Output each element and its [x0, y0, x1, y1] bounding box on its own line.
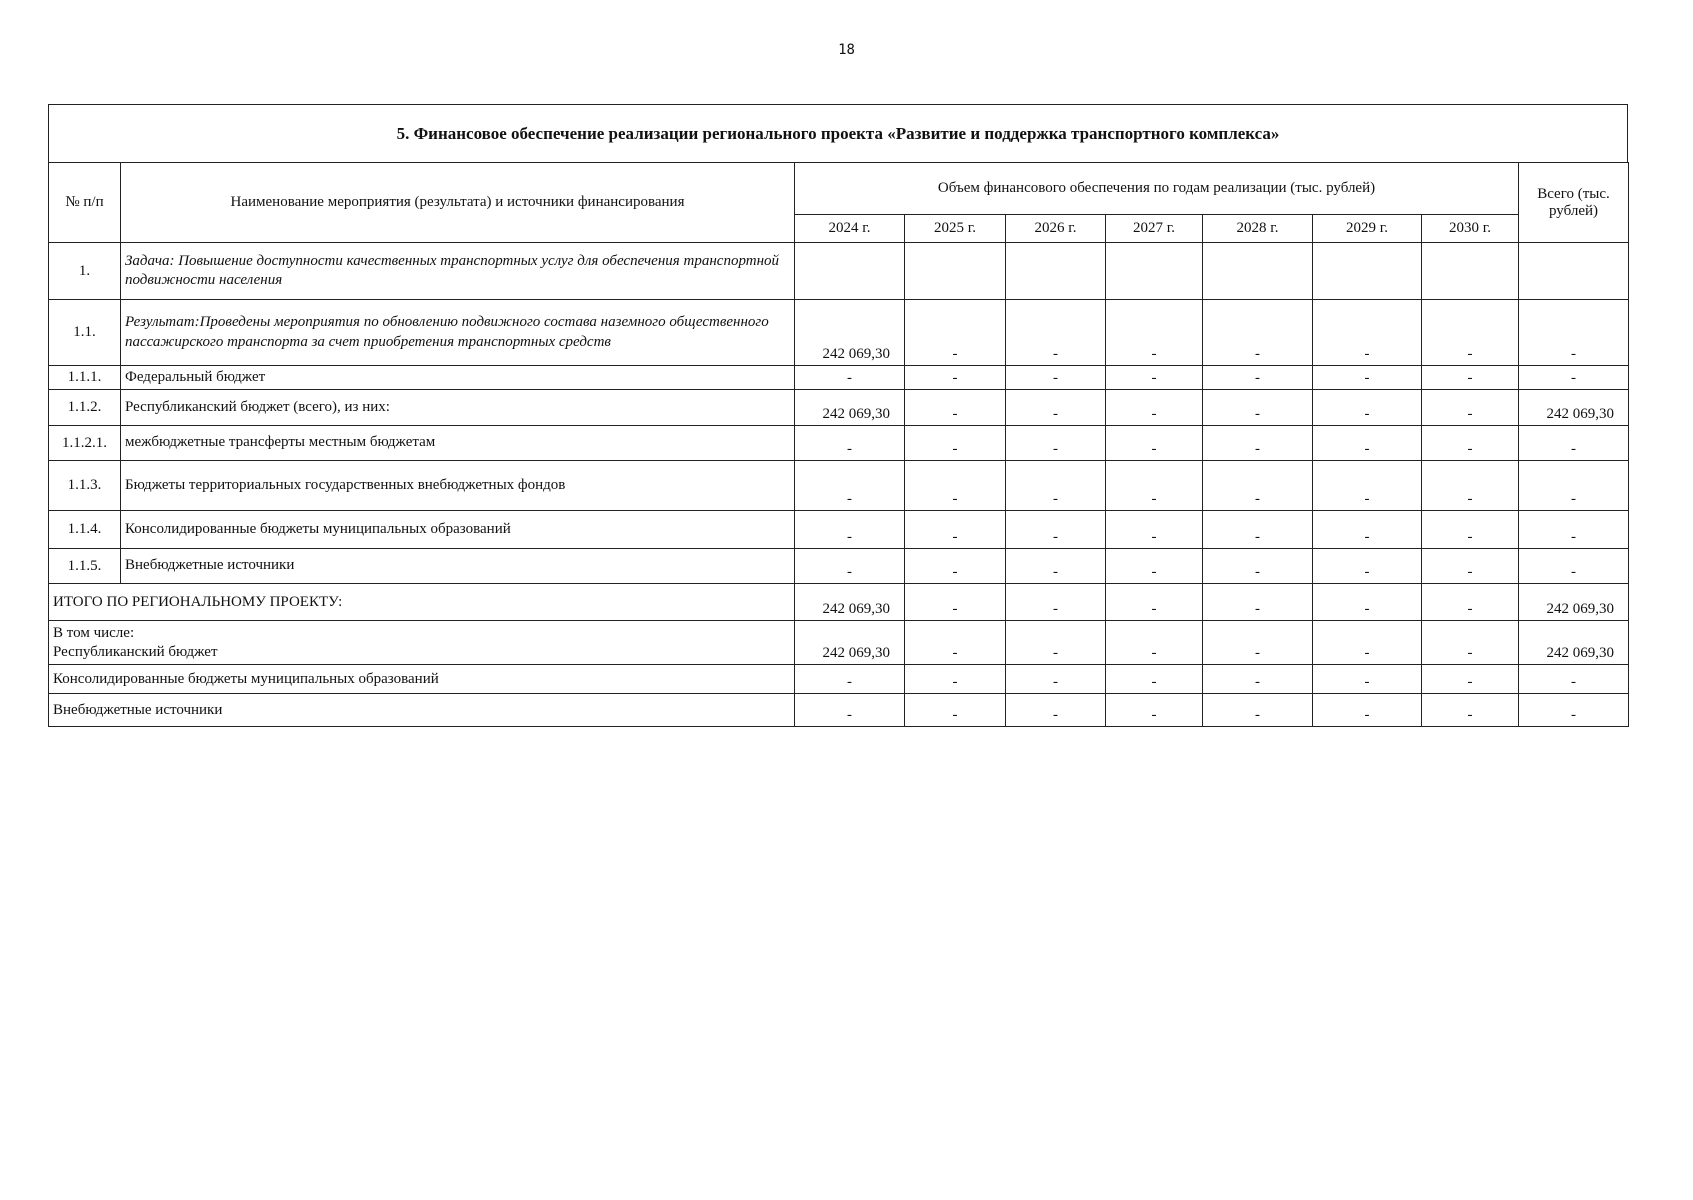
value-cell: -	[1313, 665, 1422, 694]
header-year: 2024 г.	[795, 215, 905, 243]
value-cell: -	[795, 549, 905, 584]
row-name: Федеральный бюджет	[121, 366, 795, 390]
value-cell: -	[795, 426, 905, 461]
row-name: Республиканский бюджет (всего), из них:	[121, 390, 795, 426]
value-cell: -	[1203, 621, 1313, 665]
value-cell: -	[905, 549, 1006, 584]
value-cell: -	[1203, 584, 1313, 621]
row-name: Бюджеты территориальных государственных внебюджетных фондов	[121, 461, 795, 511]
value-cell: -	[1313, 511, 1422, 549]
value-cell	[905, 243, 1006, 300]
value-cell: -	[1203, 461, 1313, 511]
row-number: 1.1.1.	[49, 366, 121, 390]
value-cell: -	[795, 511, 905, 549]
header-year: 2029 г.	[1313, 215, 1422, 243]
value-cell: -	[1313, 426, 1422, 461]
header-name: Наименование мероприятия (результата) и источники финансирования	[121, 163, 795, 243]
value-cell: -	[1313, 694, 1422, 727]
value-cell	[1106, 243, 1203, 300]
value-cell: -	[1203, 426, 1313, 461]
row-name: Задача: Повышение доступности качественных транспортных услуг для обеспечения транспортной подвижности населения	[121, 243, 795, 300]
value-cell: -	[1203, 511, 1313, 549]
value-cell: -	[1422, 390, 1519, 426]
value-cell: 242 069,30	[795, 621, 905, 665]
row-number: 1.1.3.	[49, 461, 121, 511]
header-num: № п/п	[49, 163, 121, 243]
table-row	[49, 390, 1629, 426]
value-cell: -	[795, 366, 905, 390]
header-year: 2025 г.	[905, 215, 1006, 243]
summary-label	[49, 584, 795, 621]
row-name: Результат:Проведены мероприятия по обновлению подвижного состава наземного общественного пассажирского транспорта за счет приобретения транспортных средств	[121, 300, 795, 366]
value-cell	[1006, 243, 1106, 300]
value-cell: -	[1313, 461, 1422, 511]
summary-label	[49, 694, 795, 727]
value-cell: 242 069,30	[795, 390, 905, 426]
value-cell: -	[1422, 584, 1519, 621]
summary-row	[49, 584, 1629, 621]
value-cell: -	[1203, 665, 1313, 694]
value-cell: -	[1519, 366, 1629, 390]
summary-label	[49, 621, 795, 665]
value-cell: -	[1203, 366, 1313, 390]
value-cell: -	[905, 511, 1006, 549]
value-cell: -	[905, 461, 1006, 511]
table-row	[49, 426, 1629, 461]
summary-label-line: ИТОГО ПО РЕГИОНАЛЬНОМУ ПРОЕКТУ:	[53, 593, 343, 610]
value-cell: -	[1006, 461, 1106, 511]
value-cell: -	[1006, 300, 1106, 366]
value-cell: -	[905, 621, 1006, 665]
value-cell: -	[1422, 300, 1519, 366]
value-cell: -	[1006, 426, 1106, 461]
value-cell: -	[1006, 366, 1106, 390]
value-cell: -	[1313, 584, 1422, 621]
value-cell: -	[1519, 461, 1629, 511]
summary-label-line: Внебюджетные источники	[53, 701, 223, 718]
value-cell: -	[1106, 300, 1203, 366]
header-volume: Объем финансового обеспечения по годам реализации (тыс. рублей)	[795, 163, 1519, 215]
value-cell: -	[1313, 390, 1422, 426]
value-cell: 242 069,30	[1519, 584, 1629, 621]
value-cell: -	[1422, 511, 1519, 549]
value-cell: 242 069,30	[795, 300, 905, 366]
value-cell: -	[1006, 621, 1106, 665]
value-cell: -	[1422, 621, 1519, 665]
value-cell: -	[1422, 426, 1519, 461]
value-cell: -	[1203, 300, 1313, 366]
row-number: 1.1.2.1.	[49, 426, 121, 461]
table-row	[49, 549, 1629, 584]
value-cell: -	[1106, 584, 1203, 621]
value-cell: -	[1313, 621, 1422, 665]
value-cell: -	[1203, 694, 1313, 727]
value-cell: -	[795, 694, 905, 727]
value-cell: -	[1106, 461, 1203, 511]
value-cell: 242 069,30	[1519, 621, 1629, 665]
value-cell: -	[1422, 549, 1519, 584]
value-cell: -	[1203, 549, 1313, 584]
header-year: 2026 г.	[1006, 215, 1106, 243]
value-cell: -	[905, 366, 1006, 390]
value-cell: 242 069,30	[795, 584, 905, 621]
value-cell: -	[1422, 665, 1519, 694]
summary-row	[49, 665, 1629, 694]
summary-label	[49, 665, 795, 694]
value-cell: -	[1313, 300, 1422, 366]
value-cell	[1313, 243, 1422, 300]
value-cell: -	[1422, 694, 1519, 727]
row-number: 1.	[49, 243, 121, 300]
table-row	[49, 243, 1629, 300]
value-cell: -	[1006, 390, 1106, 426]
row-name: межбюджетные трансферты местным бюджетам	[121, 426, 795, 461]
value-cell: -	[795, 665, 905, 694]
table-row	[49, 300, 1629, 366]
section-title: 5. Финансовое обеспечение реализации регионального проекта «Развитие и поддержка транспортного комплекса»	[48, 104, 1628, 162]
row-number: 1.1.4.	[49, 511, 121, 549]
value-cell: -	[1519, 511, 1629, 549]
value-cell: -	[1106, 511, 1203, 549]
page-number: 18	[838, 42, 855, 58]
value-cell: -	[1203, 390, 1313, 426]
table-row	[49, 461, 1629, 511]
row-name: Консолидированные бюджеты муниципальных образований	[121, 511, 795, 549]
value-cell: -	[1106, 621, 1203, 665]
summary-label-line: В том числе:	[53, 624, 135, 641]
table-row	[49, 366, 1629, 390]
value-cell: -	[1006, 549, 1106, 584]
value-cell: -	[1313, 366, 1422, 390]
row-number: 1.1.2.	[49, 390, 121, 426]
summary-label-line: Республиканский бюджет	[53, 643, 218, 660]
value-cell: -	[905, 390, 1006, 426]
header-year: 2027 г.	[1106, 215, 1203, 243]
value-cell: -	[1006, 584, 1106, 621]
table-row	[49, 511, 1629, 549]
value-cell: -	[1106, 665, 1203, 694]
header-year: 2030 г.	[1422, 215, 1519, 243]
value-cell	[1519, 243, 1629, 300]
value-cell: -	[1519, 665, 1629, 694]
row-number: 1.1.5.	[49, 549, 121, 584]
value-cell: -	[1106, 426, 1203, 461]
value-cell	[1422, 243, 1519, 300]
header-total: Всего (тыс. рублей)	[1519, 163, 1629, 243]
row-number: 1.1.	[49, 300, 121, 366]
value-cell: -	[905, 300, 1006, 366]
value-cell: -	[1422, 461, 1519, 511]
value-cell: -	[795, 461, 905, 511]
value-cell	[1203, 243, 1313, 300]
value-cell: -	[1313, 549, 1422, 584]
summary-row	[49, 694, 1629, 727]
value-cell: -	[905, 584, 1006, 621]
value-cell: -	[1519, 300, 1629, 366]
value-cell: -	[1519, 549, 1629, 584]
value-cell: -	[905, 694, 1006, 727]
summary-row	[49, 621, 1629, 665]
value-cell: -	[1519, 426, 1629, 461]
value-cell: -	[905, 665, 1006, 694]
summary-label-line: Консолидированные бюджеты муниципальных образований	[53, 670, 439, 687]
value-cell: -	[1106, 549, 1203, 584]
value-cell: -	[1519, 694, 1629, 727]
value-cell: -	[905, 426, 1006, 461]
value-cell: -	[1106, 390, 1203, 426]
value-cell: -	[1006, 665, 1106, 694]
value-cell: -	[1106, 694, 1203, 727]
table-body	[49, 243, 1629, 727]
value-cell: 242 069,30	[1519, 390, 1629, 426]
value-cell	[795, 243, 905, 300]
header-year: 2028 г.	[1203, 215, 1313, 243]
financing-table	[48, 162, 1629, 727]
row-name: Внебюджетные источники	[121, 549, 795, 584]
value-cell: -	[1006, 694, 1106, 727]
value-cell: -	[1106, 366, 1203, 390]
value-cell: -	[1006, 511, 1106, 549]
value-cell: -	[1422, 366, 1519, 390]
